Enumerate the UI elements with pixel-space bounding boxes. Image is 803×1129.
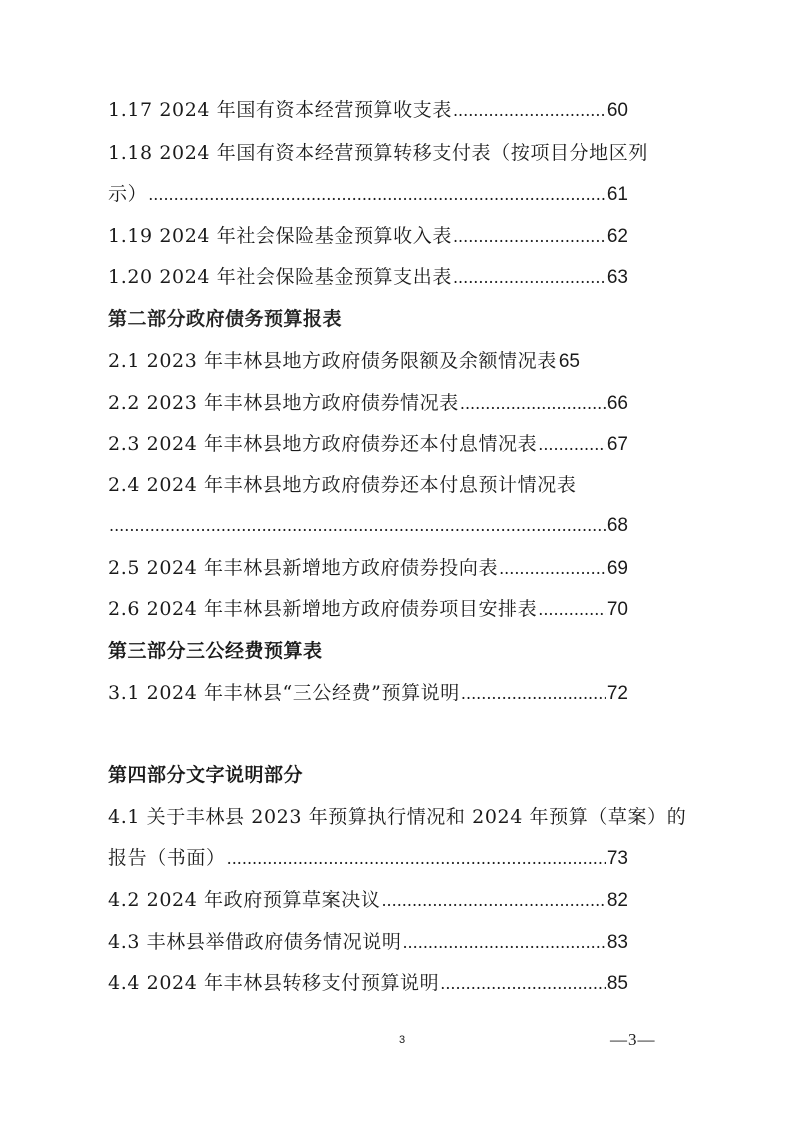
dot-leader: [453, 96, 606, 125]
toc-entry-1-20[interactable]: [108, 262, 628, 292]
toc-entry-page: 83: [606, 932, 628, 953]
toc-entry-label: 1.19 2024 年社会保险基金预算收入表: [108, 225, 452, 247]
toc-entry-page: 62: [606, 226, 628, 247]
part-2-heading[interactable]: 第二部分政府债务预算报表: [108, 308, 343, 330]
toc-entry-4-3[interactable]: [108, 927, 628, 957]
toc-entry-4-1-continued[interactable]: [108, 843, 628, 873]
toc-entry-2-4-continued[interactable]: [108, 511, 628, 541]
toc-entry-page: 65: [558, 351, 580, 372]
part-3-heading[interactable]: 第三部分三公经费预算表: [108, 640, 323, 662]
dot-leader: [453, 222, 606, 251]
toc-entry-2-2[interactable]: [108, 388, 628, 418]
toc-entry-label: 1.18 2024 年国有资本经营预算转移支付表（按项目分地区列: [108, 142, 648, 164]
toc-entry-page: 72: [606, 683, 628, 704]
toc-entry-label: 1.17 2024 年国有资本经营预算收支表: [108, 99, 452, 121]
toc-entry-page: 63: [606, 267, 628, 288]
toc-entry-label: 2.6 2024 年丰林县新增地方政府债券项目安排表: [108, 598, 538, 620]
toc-entry-label: 1.20 2024 年社会保险基金预算支出表: [108, 266, 452, 288]
toc-entry-1-19[interactable]: [108, 221, 628, 251]
footer-page-mark: —3—: [610, 1030, 656, 1049]
toc-entry-label: 4.2 2024 年政府预算草案决议: [108, 889, 381, 911]
toc-entry-page: 85: [606, 973, 628, 994]
toc-entry-label-continued: 报告（书面）: [108, 847, 226, 869]
toc-entry-2-4[interactable]: [108, 470, 668, 500]
toc-entry-3-1[interactable]: [108, 678, 628, 708]
toc-entry-label: 2.3 2024 年丰林县地方政府债券还本付息情况表: [108, 433, 538, 455]
dot-leader: [538, 595, 606, 624]
toc-entry-label: 2.1 2023 年丰林县地方政府债务限额及余额情况表: [108, 350, 557, 372]
toc-entry-page: 69: [606, 558, 628, 579]
toc-entry-4-2[interactable]: [108, 885, 628, 915]
toc-entry-label: 2.5 2024 年丰林县新增地方政府债券投向表: [108, 557, 499, 579]
dot-leader: [109, 511, 606, 541]
part-4-heading[interactable]: 第四部分文字说明部分: [108, 764, 304, 786]
toc-entry-page: 67: [606, 434, 628, 455]
dot-leader: [402, 928, 605, 957]
toc-entry-page: 70: [606, 599, 628, 620]
toc-entry-label: 4.1 关于丰林县 2023 年预算执行情况和 2024 年预算（草案）的: [108, 806, 687, 828]
toc-entry-label: 4.4 2024 年丰林县转移支付预算说明: [108, 972, 440, 994]
toc-entry-4-1[interactable]: [108, 802, 708, 832]
toc-entry-label: 4.3 丰林县举借政府债务情况说明: [108, 931, 402, 953]
toc-entry-label: 3.1 2024 年丰林县“三公经费”预算说明: [108, 682, 460, 704]
toc-entry-1-18-continued[interactable]: [108, 179, 628, 209]
toc-entry-label-continued: 示）: [108, 183, 148, 205]
toc-entry-page: 60: [606, 100, 628, 121]
dot-leader: [381, 886, 605, 915]
toc-entry-label: 2.4 2024 年丰林县地方政府债券还本付息预计情况表: [108, 474, 577, 496]
toc-entry-page: 66: [606, 393, 628, 414]
toc-entry-4-4[interactable]: [108, 968, 628, 998]
toc-entry-1-17[interactable]: [108, 95, 628, 125]
toc-entry-page: 82: [606, 890, 628, 911]
toc-entry-2-5[interactable]: [108, 553, 628, 583]
dot-leader: [538, 430, 606, 459]
toc-entry-page: 73: [606, 848, 628, 869]
dot-leader: [460, 389, 606, 418]
toc-entry-page: 61: [606, 184, 628, 205]
toc-entry-page: 68: [606, 515, 628, 536]
dot-leader: [461, 679, 606, 708]
toc-entry-label: 2.2 2023 年丰林县地方政府债券情况表: [108, 392, 459, 414]
dot-leader: [453, 263, 606, 292]
dot-leader: [227, 844, 606, 873]
dot-leader: [148, 180, 606, 209]
toc-entry-1-18[interactable]: [108, 138, 708, 168]
dot-leader: [440, 969, 606, 998]
footer-page-number: 3: [398, 1034, 406, 1046]
toc-entry-2-3[interactable]: [108, 429, 628, 459]
dot-leader: [499, 554, 606, 583]
toc-entry-2-6[interactable]: [108, 594, 628, 624]
toc-entry-2-1[interactable]: [108, 346, 628, 376]
